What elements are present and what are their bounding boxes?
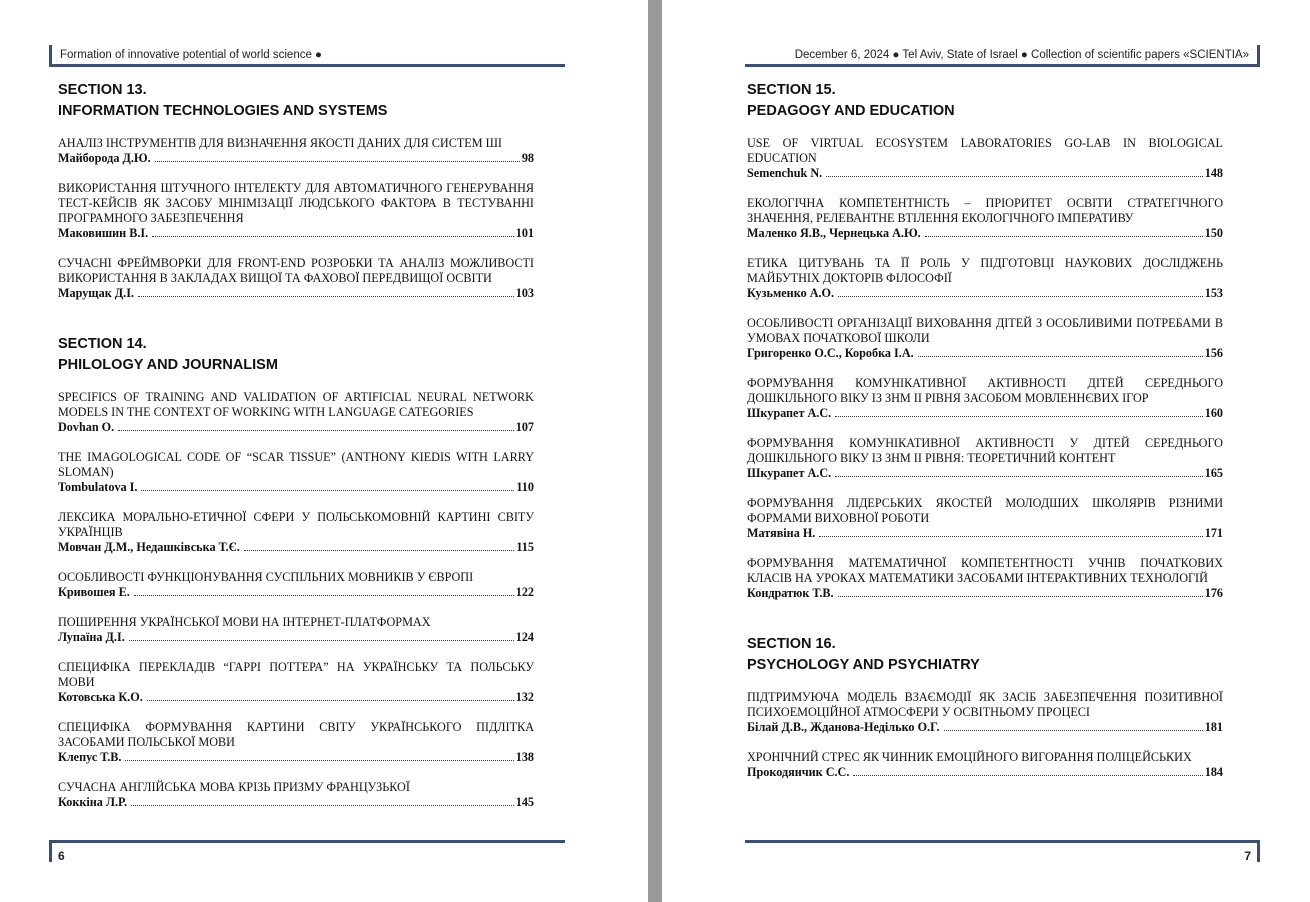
entry-author-line [58, 420, 534, 435]
entry-page: 122 [515, 585, 534, 599]
entry-page: 160 [1204, 406, 1223, 420]
dot-leader [129, 630, 514, 641]
entry-author-line [747, 346, 1223, 361]
entry-title: ОСОБЛИВОСТІ ОРГАНІЗАЦІЇ ВИХОВАННЯ ДІТЕЙ З ОСОБЛИВИМИ ПОТРЕБАМИ В УМОВАХ ПОЧАТКОВОЇ ШКОЛИ [747, 316, 1223, 345]
entry-author: Григоренко О.С., Коробка І.А. [747, 346, 914, 360]
entry-page: 176 [1204, 586, 1223, 600]
dot-leader [141, 480, 514, 491]
section-heading [58, 80, 534, 122]
entry-page: 156 [1204, 346, 1223, 360]
entry-author-line [747, 765, 1223, 780]
toc-entry[interactable] [58, 136, 534, 166]
entry-title: ФОРМУВАННЯ КОМУНІКАТИВНОЇ АКТИВНОСТІ У ДІТЕЙ СЕРЕДНЬОГО ДОШКІЛЬНОГО ВІКУ ІЗ ЗНМ ІІ РІВНЯ: ТЕОРЕТИЧНИЙ КОНТЕНТ [747, 436, 1223, 465]
entry-page: 98 [521, 151, 534, 165]
toc-entry[interactable] [58, 390, 534, 435]
entry-author-line [58, 151, 534, 166]
dot-leader [925, 226, 1203, 237]
entry-author: Кондратюк Т.В. [747, 586, 834, 600]
entry-page: 132 [515, 690, 534, 704]
entry-author: Semenchuk N. [747, 166, 823, 180]
entry-author: Майборода Д.Ю. [58, 151, 151, 165]
entry-page: 150 [1204, 226, 1223, 240]
section-spacer [747, 616, 1223, 634]
section-title: PHILOLOGY AND JOURNALISM [58, 357, 278, 373]
toc-column [747, 80, 1223, 795]
entry-title: ПОШИРЕННЯ УКРАЇНСЬКОЇ МОВИ НА ІНТЕРНЕТ-ПЛАТФОРМАХ [58, 615, 431, 629]
dot-leader [134, 585, 514, 596]
page-number: 7 [745, 840, 1260, 862]
entry-title: СУЧАСНА АНГЛІЙСЬКА МОВА КРІЗЬ ПРИЗМУ ФРАНЦУЗЬКОЇ [58, 780, 410, 794]
entry-author: Маленко Я.В., Чернецька А.Ю. [747, 226, 921, 240]
entry-page: 148 [1204, 166, 1223, 180]
dot-leader [155, 151, 520, 162]
dot-leader [838, 286, 1203, 297]
section-spacer [58, 316, 534, 334]
dot-leader [918, 346, 1203, 357]
entry-title: ЕТИКА ЦИТУВАНЬ ТА ЇЇ РОЛЬ У ПІДГОТОВЦІ НАУКОВИХ ДОСЛІДЖЕНЬ МАЙБУТНІХ ДОКТОРІВ ФІЛОСОФІЇ [747, 256, 1223, 285]
entry-title: SPECIFICS OF TRAINING AND VALIDATION OF ARTIFICIAL NEURAL NETWORK MODELS IN THE CONTEXT OF WORKING WITH LANGUAGE CATEGORIES [58, 390, 534, 419]
dot-leader [138, 286, 514, 297]
entry-author-line [747, 226, 1223, 241]
dot-leader [147, 690, 514, 701]
toc-entry[interactable] [747, 256, 1223, 301]
toc-entry[interactable] [747, 436, 1223, 481]
left-page [0, 0, 648, 902]
section-number: SECTION 13. [58, 82, 147, 98]
section-title: PEDAGOGY AND EDUCATION [747, 103, 955, 119]
entry-author-line [58, 585, 534, 600]
entry-page: 165 [1204, 466, 1223, 480]
entry-title: СПЕЦИФІКА ПЕРЕКЛАДІВ “ГАРРІ ПОТТЕРА” НА УКРАЇНСЬКУ ТА ПОЛЬСЬКУ МОВИ [58, 660, 534, 689]
entry-author: Шкурапет А.С. [747, 406, 832, 420]
toc-entry[interactable] [58, 570, 534, 600]
entry-page: 181 [1204, 720, 1223, 734]
entry-author-line [58, 540, 534, 555]
entry-author: Матявіна Н. [747, 526, 816, 540]
entry-author: Лупаїна Д.І. [58, 630, 125, 644]
entry-author: Коккіна Л.Р. [58, 795, 128, 809]
entry-author-line [747, 286, 1223, 301]
entry-page: 138 [515, 750, 534, 764]
entry-title: АНАЛІЗ ІНСТРУМЕНТІВ ДЛЯ ВИЗНАЧЕННЯ ЯКОСТІ ДАНИХ ДЛЯ СИСТЕМ ШІ [58, 136, 502, 150]
entry-author: Білай Д.В., Жданова-Неділько О.Г. [747, 720, 940, 734]
section-heading [747, 634, 1223, 676]
entry-author-line [58, 795, 534, 810]
entry-title: ПІДТРИМУЮЧА МОДЕЛЬ ВЗАЄМОДІЇ ЯК ЗАСІБ ЗАБЕЗПЕЧЕННЯ ПОЗИТИВНОЇ ПСИХОЕМОЦІЙНОЇ АТМОСФЕРИ У ОСВІТНЬОМУ ПРОЦЕСІ [747, 690, 1223, 719]
toc-entry[interactable] [58, 615, 534, 645]
entry-page: 107 [515, 420, 534, 434]
entry-author: Шкурапет А.С. [747, 466, 832, 480]
entry-page: 124 [515, 630, 534, 644]
section-heading [747, 80, 1223, 122]
entry-page: 145 [515, 795, 534, 809]
entry-page: 115 [516, 540, 534, 554]
toc-entry[interactable] [58, 780, 534, 810]
page-header: December 6, 2024 ● Tel Aviv, State of Israel ● Collection of scientific papers «SCIENTIA» [745, 45, 1260, 67]
entry-author-line [747, 166, 1223, 181]
section-number: SECTION 14. [58, 336, 147, 352]
entry-title: ВИКОРИСТАННЯ ШТУЧНОГО ІНТЕЛЕКТУ ДЛЯ АВТОМАТИЧНОГО ГЕНЕРУВАННЯ ТЕСТ-КЕЙСІВ ЯК ЗАСОБУ МІНІМІЗАЦІЇ ЛЮДСЬКОГО ФАКТОРА В ТЕСТУВАННІ ПРОГРАМНОГО ЗАБЕЗПЕЧЕННЯ [58, 181, 534, 225]
dot-leader [944, 720, 1203, 731]
entry-title: ОСОБЛИВОСТІ ФУНКЦІОНУВАННЯ СУСПІЛЬНИХ МОВНИКІВ У ЄВРОПІ [58, 570, 474, 584]
dot-leader [835, 406, 1203, 417]
dot-leader [152, 226, 514, 237]
toc-entry[interactable] [747, 316, 1223, 361]
dot-leader [131, 795, 514, 806]
page-number: 6 [49, 840, 565, 862]
entry-author-line [747, 406, 1223, 421]
entry-page: 171 [1204, 526, 1223, 540]
entry-author-line [58, 286, 534, 301]
toc-entry[interactable] [747, 690, 1223, 735]
entry-author: Dovhan O. [58, 420, 115, 434]
toc-entry[interactable] [747, 556, 1223, 601]
entry-author-line [58, 226, 534, 241]
entry-title: ЕКОЛОГІЧНА КОМПЕТЕНТНІСТЬ – ПРІОРИТЕТ ОСВІТИ СТРАТЕГІЧНОГО ЗНАЧЕННЯ, РЕЛЕВАНТНЕ ВТІЛЕННЯ ЕКОЛОГІЧНОГО ІМПЕРАТИВУ [747, 196, 1223, 225]
toc-entry[interactable] [747, 196, 1223, 241]
dot-leader [118, 420, 514, 431]
entry-title: ЛЕКСИКА МОРАЛЬНО-ЕТИЧНОЇ СФЕРИ У ПОЛЬСЬКОМОВНІЙ КАРТИНІ СВІТУ УКРАЇНЦІВ [58, 510, 534, 539]
entry-title: USE OF VIRTUAL ECOSYSTEM LABORATORIES GO-LAB IN BIOLOGICAL EDUCATION [747, 136, 1223, 165]
section-heading [58, 334, 534, 376]
entry-page: 110 [516, 480, 534, 494]
entry-author-line [58, 690, 534, 705]
section-number: SECTION 15. [747, 82, 836, 98]
toc-entry[interactable] [58, 181, 534, 241]
toc-entry[interactable] [58, 256, 534, 301]
entry-author: Марущак Д.І. [58, 286, 134, 300]
toc-entry[interactable] [58, 510, 534, 555]
toc-column [58, 80, 534, 825]
dot-leader [244, 540, 515, 551]
right-page [662, 0, 1310, 902]
section-title: PSYCHOLOGY AND PSYCHIATRY [747, 657, 980, 673]
dot-leader [853, 765, 1202, 776]
entry-author-line [747, 466, 1223, 481]
dot-leader [819, 526, 1202, 537]
entry-title: СПЕЦИФІКА ФОРМУВАННЯ КАРТИНИ СВІТУ УКРАЇНСЬКОГО ПІДЛІТКА ЗАСОБАМИ ПОЛЬСЬКОЇ МОВИ [58, 720, 534, 749]
entry-page: 103 [515, 286, 534, 300]
entry-author-line [747, 720, 1223, 735]
toc-entry[interactable] [58, 660, 534, 705]
page-header: Formation of innovative potential of world science ● [49, 45, 565, 67]
entry-author: Клепус Т.В. [58, 750, 122, 764]
dot-leader [835, 466, 1203, 477]
entry-author-line [747, 586, 1223, 601]
entry-title: ФОРМУВАННЯ МАТЕМАТИЧНОЇ КОМПЕТЕНТНОСТІ УЧНІВ ПОЧАТКОВИХ КЛАСІВ НА УРОКАХ МАТЕМАТИКИ ЗАСОБАМИ ІНТЕРАКТИВНИХ ТЕХНОЛОГІЙ [747, 556, 1223, 585]
entry-author-line [58, 480, 534, 495]
entry-page: 184 [1204, 765, 1223, 779]
entry-author: Котовська К.О. [58, 690, 143, 704]
entry-author: Мовчан Д.М., Недашківська Т.Є. [58, 540, 240, 554]
toc-entry[interactable] [747, 750, 1223, 780]
toc-entry[interactable] [58, 450, 534, 495]
entry-title: ХРОНІЧНИЙ СТРЕС ЯК ЧИННИК ЕМОЦІЙНОГО ВИГОРАННЯ ПОЛІЦЕЙСЬКИХ [747, 750, 1192, 764]
entry-author: Маковишин В.І. [58, 226, 149, 240]
entry-author-line [58, 750, 534, 765]
toc-entry[interactable] [747, 136, 1223, 181]
dot-leader [826, 166, 1203, 177]
toc-entry[interactable] [747, 496, 1223, 541]
entry-page: 153 [1204, 286, 1223, 300]
entry-author: Прокодянчик С.С. [747, 765, 850, 779]
section-number: SECTION 16. [747, 636, 836, 652]
entry-title: ФОРМУВАННЯ ЛІДЕРСЬКИХ ЯКОСТЕЙ МОЛОДШИХ ШКОЛЯРІВ РІЗНИМИ ФОРМАМИ ВИХОВНОЇ РОБОТИ [747, 496, 1223, 525]
entry-page: 101 [515, 226, 534, 240]
dot-leader [125, 750, 513, 761]
entry-author: Tombulatova I. [58, 480, 138, 494]
entry-title: ФОРМУВАННЯ КОМУНІКАТИВНОЇ АКТИВНОСТІ ДІТЕЙ СЕРЕДНЬОГО ДОШКІЛЬНОГО ВІКУ ІЗ ЗНМ ІІ РІВНЯ ЗАСОБОМ МОВЛЕННЄВИХ ІГОР [747, 376, 1223, 405]
entry-author: Кривошея Е. [58, 585, 130, 599]
entry-title: THE IMAGOLOGICAL CODE OF “SCAR TISSUE” (ANTHONY KIEDIS WITH LARRY SLOMAN) [58, 450, 534, 479]
toc-entry[interactable] [747, 376, 1223, 421]
dot-leader [838, 586, 1203, 597]
section-title: INFORMATION TECHNOLOGIES AND SYSTEMS [58, 103, 388, 119]
entry-author-line [747, 526, 1223, 541]
entry-author: Кузьменко А.О. [747, 286, 835, 300]
toc-entry[interactable] [58, 720, 534, 765]
entry-title: СУЧАСНІ ФРЕЙМВОРКИ ДЛЯ FRONT-END РОЗРОБКИ ТА АНАЛІЗ МОЖЛИВОСТІ ВИКОРИСТАННЯ В ЗАКЛАДАХ ВИЩОЇ ТА ФАХОВОЇ ПЕРЕДВИЩОЇ ОСВІТИ [58, 256, 534, 285]
entry-author-line [58, 630, 534, 645]
